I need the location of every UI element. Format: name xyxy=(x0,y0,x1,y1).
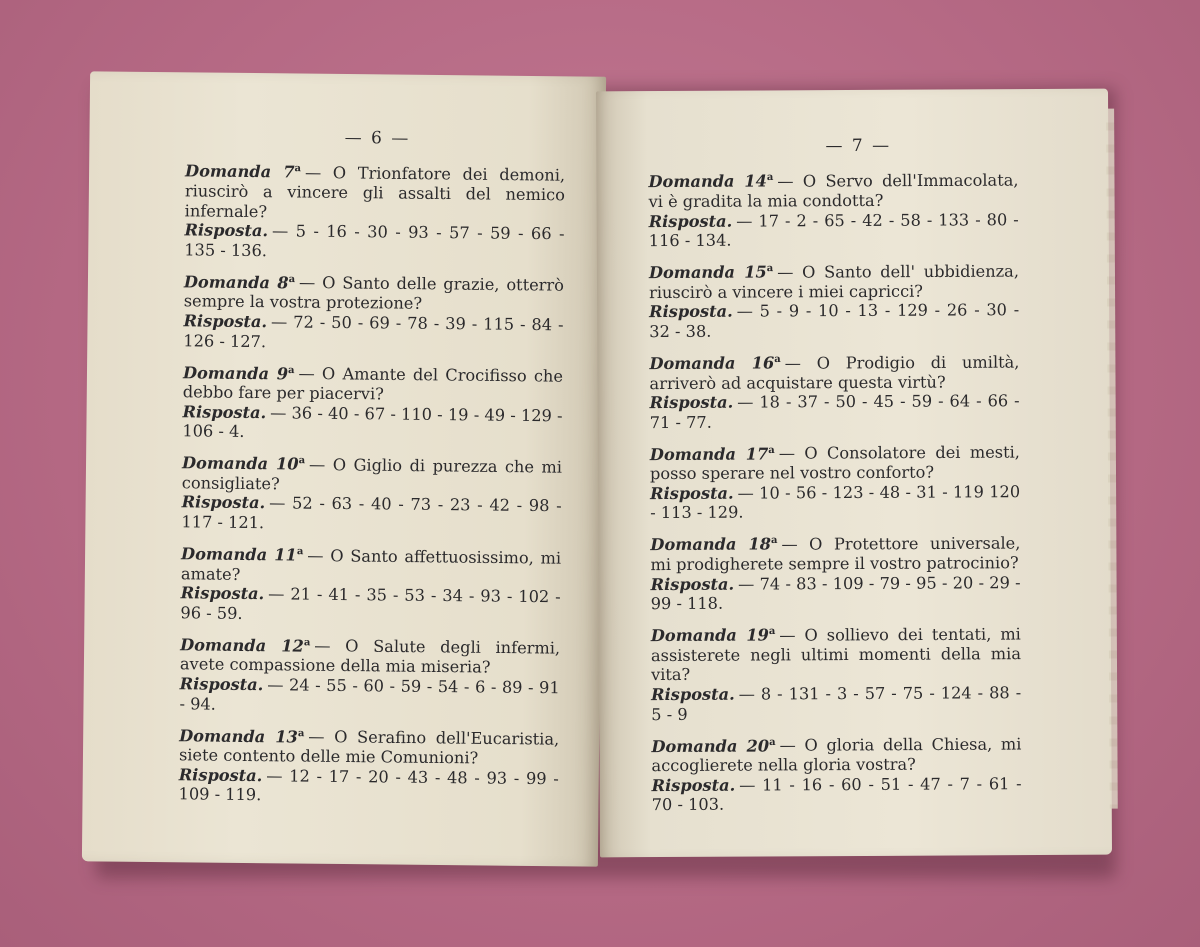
question-label xyxy=(650,444,775,464)
ordinal-superscript: a xyxy=(297,727,305,739)
answer-numbers: — 8 - 131 - 3 - 57 - 75 - 124 - 88 - 5 - 9 xyxy=(651,683,1022,724)
question-label-text: Domanda 12 xyxy=(180,635,304,656)
answer xyxy=(179,674,559,717)
question xyxy=(650,530,1020,575)
question xyxy=(651,621,1021,685)
question-text: — O Santo affettuosissimo, mi amate? xyxy=(180,545,562,584)
question xyxy=(180,632,560,679)
answer-numbers: — 36 - 40 - 67 - 110 - 19 - 49 - 129 - 106 - 4. xyxy=(182,402,563,442)
qa-entry xyxy=(648,167,1018,251)
answer-numbers: — 21 - 41 - 35 - 53 - 34 - 93 - 102 - 96 - 59. xyxy=(180,584,561,623)
question-label xyxy=(185,162,301,182)
ordinal-superscript: a xyxy=(766,172,774,184)
qa-entry xyxy=(649,349,1019,433)
question-text: — O Giglio di purezza che mi consigliate? xyxy=(181,454,563,494)
question-label xyxy=(182,454,305,474)
answer xyxy=(181,493,561,536)
question xyxy=(651,731,1021,776)
ordinal-superscript: a xyxy=(768,626,776,638)
answer xyxy=(651,683,1021,724)
question-label-text: Domanda 7 xyxy=(185,161,295,182)
qa-entry xyxy=(183,269,564,355)
answer-numbers: — 74 - 83 - 109 - 79 - 95 - 20 - 29 - 99 - 118. xyxy=(650,572,1021,614)
qa-entry xyxy=(650,439,1020,523)
page-number-right: — 7 — xyxy=(825,135,892,157)
ordinal-superscript: a xyxy=(768,444,775,456)
answer-label: Risposta. xyxy=(649,392,734,413)
qa-entry xyxy=(651,621,1022,724)
question-text: — O gloria della Chiesa, mi accoglierete nella gloria vostra? xyxy=(651,734,1022,776)
question xyxy=(183,359,563,406)
question-label-text: Domanda 16 xyxy=(649,353,775,373)
question-label-text: Domanda 20 xyxy=(651,736,770,756)
answer xyxy=(650,391,1020,432)
question-label-text: Domanda 13 xyxy=(179,725,298,747)
ordinal-superscript: a xyxy=(288,273,296,285)
question xyxy=(649,258,1019,303)
answer-label: Risposta. xyxy=(651,775,736,795)
answer-label: Risposta. xyxy=(180,583,265,604)
qa-entry xyxy=(649,258,1019,342)
answer xyxy=(180,584,560,627)
right-column xyxy=(648,167,1021,824)
question xyxy=(184,269,564,316)
answer-label: Risposta. xyxy=(182,402,267,422)
answer xyxy=(182,402,562,445)
question-label-text: Domanda 18 xyxy=(650,534,772,555)
answer-numbers: — 24 - 55 - 60 - 59 - 54 - 6 - 89 - 91 - 94. xyxy=(179,675,560,714)
question-text: — O Serafino dell'Eucaristia, siete contento delle mie Comunioni? xyxy=(178,727,560,768)
answer xyxy=(650,482,1020,523)
question-label-text: Domanda 9 xyxy=(182,362,289,383)
ordinal-superscript: a xyxy=(770,535,778,547)
ordinal-superscript: a xyxy=(288,364,295,376)
qa-entry xyxy=(651,731,1021,815)
question xyxy=(181,541,561,588)
question-text: — O Salute degli infermi, avete compassione della mia miseria? xyxy=(179,636,561,677)
question-label-text: Domanda 15 xyxy=(648,262,767,283)
answer-numbers: — 52 - 63 - 40 - 73 - 23 - 42 - 98 - 117 - 121. xyxy=(181,493,562,533)
answer xyxy=(649,300,1019,341)
right-page xyxy=(596,89,1112,858)
answer-label: Risposta. xyxy=(178,765,263,785)
qa-entry xyxy=(181,450,562,536)
question xyxy=(649,349,1019,394)
ordinal-superscript: a xyxy=(774,353,781,365)
ordinal-superscript: a xyxy=(766,263,774,275)
answer-numbers: — 12 - 17 - 20 - 43 - 48 - 93 - 99 - 109 - 119. xyxy=(178,765,559,805)
question-text: — O Consolatore dei mesti, posso sperare nel vostro conforto? xyxy=(649,442,1020,484)
answer xyxy=(651,573,1021,614)
question xyxy=(179,722,559,769)
qa-entry xyxy=(650,530,1020,614)
question-label xyxy=(181,544,303,564)
answer-label: Risposta. xyxy=(179,674,264,695)
question-text: — O Trionfatore dei demoni, riuscirò a vincere gli assalti del nemico infernale? xyxy=(184,162,566,221)
page-number-left: — 6 — xyxy=(344,127,411,149)
question-text: — O Prodigio di umiltà, arriverò ad acquistare questa virtù? xyxy=(649,352,1020,393)
question-label xyxy=(179,726,304,746)
answer-numbers: — 5 - 9 - 10 - 13 - 129 - 26 - 30 - 32 - 38. xyxy=(649,300,1020,342)
question-text: — O sollievo dei tentati, mi assisterete negli ultimi momenti della mia vita? xyxy=(650,624,1021,685)
question-label-text: Domanda 10 xyxy=(181,453,299,474)
qa-entry xyxy=(178,722,559,808)
answer-numbers: — 5 - 16 - 30 - 93 - 57 - 59 - 66 - 135 - 136. xyxy=(184,221,565,260)
question-label-text: Domanda 17 xyxy=(649,444,769,464)
answer xyxy=(652,774,1022,815)
ordinal-superscript: a xyxy=(303,637,311,649)
question-label xyxy=(184,272,295,292)
answer-numbers: — 10 - 56 - 123 - 48 - 31 - 119 120 - 113 - 129. xyxy=(650,482,1021,523)
question xyxy=(650,439,1020,484)
answer xyxy=(178,765,558,808)
question-label xyxy=(649,353,780,373)
answer-label: Risposta. xyxy=(651,684,735,705)
answer-label: Risposta. xyxy=(649,301,733,322)
answer-numbers: — 72 - 50 - 69 - 78 - 39 - 115 - 84 - 126 - 127. xyxy=(183,312,564,351)
question-label-text: Domanda 19 xyxy=(650,625,769,646)
question-label xyxy=(648,172,773,192)
answer-numbers: — 18 - 37 - 50 - 45 - 59 - 64 - 66 - 71 - 77. xyxy=(649,391,1020,432)
answer-label: Risposta. xyxy=(650,574,735,594)
qa-entry xyxy=(179,632,560,718)
ordinal-superscript: a xyxy=(298,455,306,467)
question-label xyxy=(649,263,773,283)
qa-entry xyxy=(180,541,561,627)
question-text: — O Santo dell' ubbidienza, riuscirò a vincere i miei capricci? xyxy=(649,261,1019,302)
question-text: — O Protettore universale, mi prodigherete sempre il vostro patrocinio? xyxy=(650,533,1021,575)
question-text: — O Servo dell'Immacolata, vi è gradita la mia condotta? xyxy=(648,170,1019,212)
left-column xyxy=(178,158,565,817)
question-label xyxy=(650,535,777,555)
left-page xyxy=(82,71,606,866)
question-label xyxy=(651,736,775,756)
question xyxy=(182,450,562,497)
answer-numbers: — 11 - 16 - 60 - 51 - 47 - 7 - 61 - 70 - 103. xyxy=(651,773,1022,815)
qa-entry xyxy=(182,359,563,445)
question xyxy=(648,167,1018,212)
question-label xyxy=(180,635,310,655)
ordinal-superscript: a xyxy=(769,736,776,748)
answer xyxy=(649,210,1019,251)
answer xyxy=(183,311,563,354)
question xyxy=(185,158,566,224)
answer-label: Risposta. xyxy=(648,211,733,231)
question-text: — O Amante del Crocifisso che debbo fare per piacervi? xyxy=(182,364,564,404)
question-label-text: Domanda 11 xyxy=(181,544,297,565)
answer-label: Risposta. xyxy=(650,483,734,503)
question-label xyxy=(651,626,776,646)
question-text: — O Santo delle grazie, otterrò sempre la vostra protezione? xyxy=(183,273,565,314)
ordinal-superscript: a xyxy=(296,546,304,558)
answer-numbers: — 17 - 2 - 65 - 42 - 58 - 133 - 80 - 116 - 134. xyxy=(648,209,1019,251)
answer-label: Risposta. xyxy=(181,492,266,513)
ordinal-superscript: a xyxy=(294,163,302,175)
answer-label: Risposta. xyxy=(184,220,269,241)
qa-entry xyxy=(184,158,565,263)
question-label-text: Domanda 14 xyxy=(648,171,767,192)
answer-label: Risposta. xyxy=(183,311,268,332)
question-label-text: Domanda 8 xyxy=(183,272,289,293)
question-label xyxy=(183,363,295,383)
answer xyxy=(184,220,564,263)
